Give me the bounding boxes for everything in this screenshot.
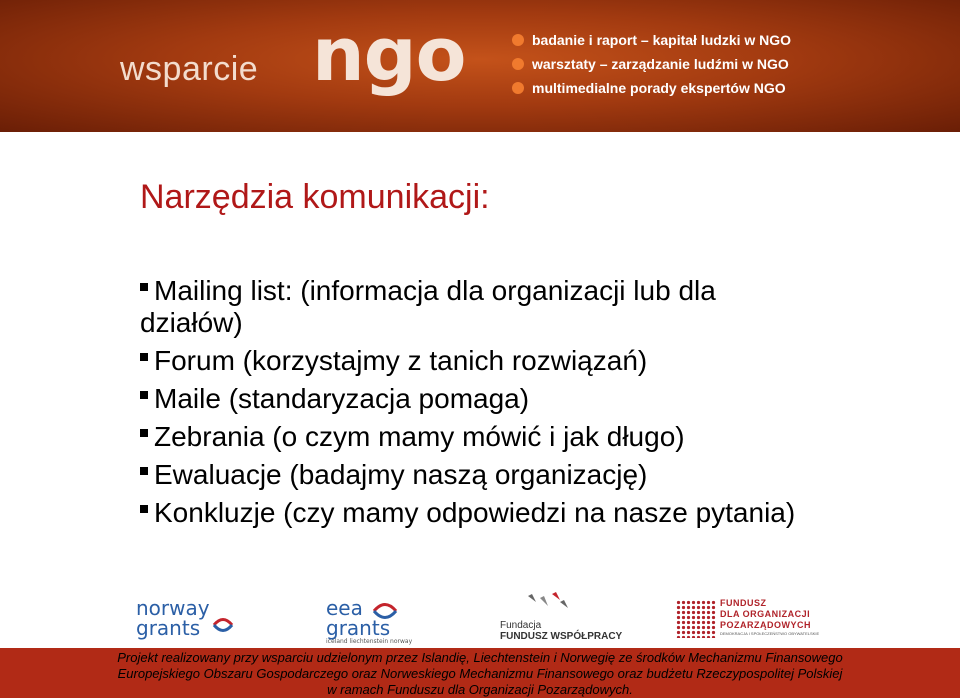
funding-footer: Projekt realizowany przy wsparciu udzielonym przez Islandię, Liechtenstein i Norwegię ze środków Mechanizmu Finansowego Europejskiego Obszaru Gospodarczego oraz Norweskiego Mechanizmu Finansowego oraz budżetu Rzeczypospolitej Polskiej w ramach Funduszu dla Organizacji Pozarządowych. xyxy=(0,648,960,698)
slide-title: Narzędzia komunikacji: xyxy=(140,178,490,216)
tagline-item: warsztaty – zarządzanie ludźmi w NGO xyxy=(512,52,791,76)
bullet-item: Mailing list: (informacja dla organizacji lub dla działów) xyxy=(140,275,716,338)
tagline-item: multimedialne porady ekspertów NGO xyxy=(512,76,791,100)
bullet-dot-icon xyxy=(512,58,524,70)
bullet-list xyxy=(140,275,820,535)
tagline-item: badanie i raport – kapitał ludzki w NGO xyxy=(512,28,791,52)
bullet-dot-icon xyxy=(512,82,524,94)
square-bullet-icon xyxy=(140,429,148,437)
bullet-item: Zebrania (o czym mamy mówić i jak długo) xyxy=(140,421,820,453)
norway-grants-mark-icon xyxy=(212,614,234,636)
fundusz-wspolpracy-logo: Fundacja FUNDUSZ WSPÓŁPRACY xyxy=(500,620,623,642)
bullet-item: Ewaluacje (badajmy naszą organizację) xyxy=(140,459,820,491)
header-banner xyxy=(0,0,960,132)
norway-grants-logo: norway grants xyxy=(136,596,210,640)
bullet-item: Konkluzje (czy mamy odpowiedzi na nasze pytania) xyxy=(140,497,820,529)
bullet-item: Forum (korzystajmy z tanich rozwiązań) xyxy=(140,345,820,377)
tagline-list xyxy=(512,28,791,100)
square-bullet-icon xyxy=(140,391,148,399)
sponsor-logos: norway grants eea grants iceland liechtenstein norway Fundacja FUNDUSZ WSPÓŁPRACY FUNDUSZ DLA ORGANIZACJI POZARZĄDOWYCH DEMOKRACJA I SPOŁECZEŃSTWO OBYWATELSKIE xyxy=(0,588,960,648)
square-bullet-icon xyxy=(140,505,148,513)
dot-grid-icon xyxy=(676,600,716,638)
square-bullet-icon xyxy=(140,467,148,475)
square-bullet-icon xyxy=(140,283,148,291)
square-bullet-icon xyxy=(140,353,148,361)
logo-wsparcie: wsparcie xyxy=(120,50,259,88)
bullet-item: Maile (standaryzacja pomaga) xyxy=(140,383,820,415)
eea-grants-mark-icon xyxy=(372,598,398,624)
birds-mark-icon xyxy=(526,590,570,614)
eea-grants-logo: eea grants iceland liechtenstein norway xyxy=(326,596,413,645)
bullet-dot-icon xyxy=(512,34,524,46)
logo-ngo: ngo xyxy=(312,12,466,98)
